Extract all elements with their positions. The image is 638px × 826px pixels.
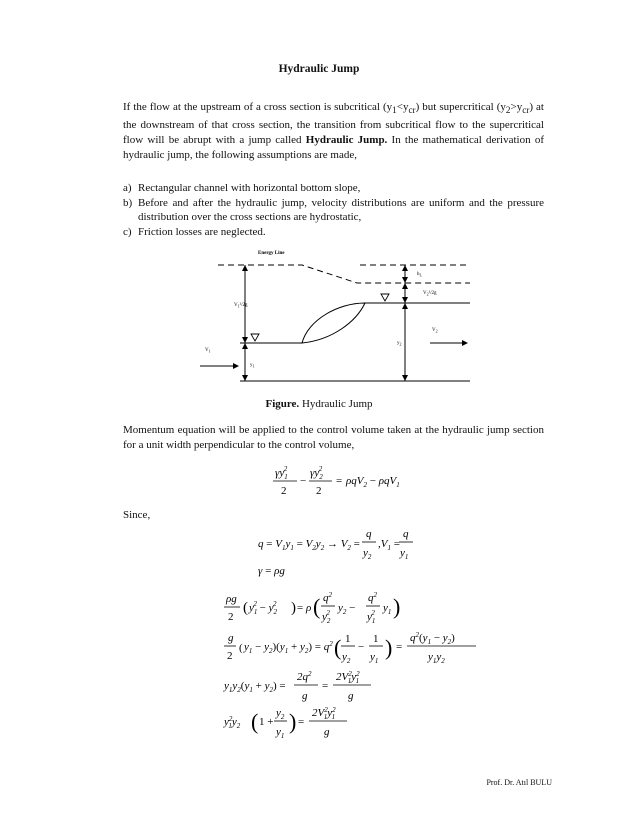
svg-text:2: 2 (228, 611, 234, 623)
svg-text:y1: $y_1$ (400, 547, 409, 561)
svg-text:=: = (396, 641, 403, 653)
svg-text:ρ: ρ (306, 602, 312, 614)
svg-text:y1: $y_1$ (276, 726, 285, 740)
svg-text:y1y2(y1 + y2) =: $y_1y_2(y_1 + y_2)$ = (224, 680, 286, 694)
equation-gamma: γ = ρg (258, 565, 285, 577)
equation-momentum (273, 465, 400, 497)
svg-text:): ) (385, 635, 393, 660)
svg-text:=: = (336, 475, 343, 487)
svg-text:−: − (358, 641, 365, 653)
svg-text:2: 2 (227, 650, 233, 662)
svg-text:=: = (298, 716, 305, 728)
svg-text:y1: $y_1$ (383, 602, 392, 616)
svg-text:q = V1y1 = V2y2 → V2 =: $q = V_1y_1 = V_2y_2 \to V_2$ = (258, 538, 360, 552)
svg-text:q2: $q^2$ (368, 591, 377, 604)
equation-step-4 (223, 706, 347, 740)
svg-text:=: = (322, 680, 329, 692)
svg-text:q2(y1 − y2): $q^2(y_1 - y_2)$ (410, 631, 455, 646)
v1-label: $V_1$ (205, 348, 211, 354)
svg-text:y2: $y_2$ (363, 547, 372, 561)
equation-step-2 (224, 631, 476, 665)
svg-text:−: − (300, 475, 307, 487)
svg-text:ρg: ρg (226, 593, 237, 605)
svg-text:(: ( (313, 594, 321, 619)
svg-text:y21y2: $y^2$ $1y_2$ (224, 715, 241, 730)
svg-text:q2: $q^2$ (323, 591, 332, 604)
v1-head-label: $V_1^2/2g$ (234, 303, 248, 309)
svg-text:,V1 =: $,V_1$ = (378, 538, 400, 552)
svg-text:1: 1 (345, 633, 351, 645)
svg-text:(: ( (334, 635, 342, 660)
svg-text:y1: $y_1$ (370, 651, 379, 665)
svg-text:y2 −: $y_2$ − (338, 602, 356, 616)
head-loss-label: $h_L$ (417, 272, 422, 278)
svg-text:g: g (324, 726, 330, 738)
y2-label: $y_2$ (397, 341, 402, 347)
svg-text:y2: $y_2$ (276, 707, 285, 721)
svg-text:y1y2: $y_1y_2$ (428, 651, 445, 665)
svg-text:g: g (348, 690, 354, 702)
figure-caption: Figure. Hydraulic Jump (265, 398, 373, 410)
svg-text:1: 1 (373, 633, 379, 645)
equation-continuity (258, 528, 413, 561)
energy-line-label: Energy Line (258, 251, 285, 256)
v2-head-label: $V_2^2/2g$ (423, 291, 437, 297)
svg-text:2: 2 (281, 485, 287, 497)
svg-text:y12: $y_12$ (367, 609, 376, 625)
svg-text:): ) (393, 594, 401, 619)
svg-text:ρqV2 − ρqV1: ρqV$_2$ − ρqV$_1$ (346, 475, 400, 489)
svg-text:y22: $y_22$ (322, 609, 331, 625)
svg-text:(: ( (243, 600, 248, 616)
svg-text:y12 − y22: $y_12 - y_22$ (249, 600, 277, 616)
page-title: Hydraulic Jump (278, 63, 360, 75)
list-item: c) Friction losses are neglected. (123, 225, 266, 238)
svg-text:2V21y21: $2V^2$ $1y^2$ 1 (312, 706, 336, 721)
list-item: a) Rectangular channel with horizontal bottom slope, (123, 182, 361, 194)
list-item: b) Before and after the hydraulic jump, velocity distributions are uniform and the pressure distribution over the cross sections are hydrostatic, (123, 196, 544, 223)
svg-text:2q2: $2q^2$ (297, 670, 312, 683)
equation-step-3 (223, 670, 371, 702)
since-label: Since, (123, 509, 151, 521)
page-footer: Prof. Dr. Atıl BULU (486, 778, 552, 787)
svg-text:q: q (403, 528, 409, 540)
intro-paragraph: If the flow at the upstream of a cross section is subcritical $(y_1<y_{cr})$ but supercritical $(y_2>y_{cr})$ at the downstream of that cross section, the transition from subcritical flow to the supercritical flow will be abrupt with a jump called Hydraulic Jump. In the mathematical derivation of hydraulic jump, the following assumptions are made, (123, 101, 544, 162)
svg-text:): ) (291, 600, 296, 616)
svg-text:2: 2 (316, 485, 322, 497)
svg-text:g: g (228, 632, 234, 644)
svg-text:q: q (366, 528, 372, 540)
y1-label: $y_1$ (250, 363, 255, 369)
svg-text:=: = (297, 602, 304, 614)
svg-text:y1 − y2)(y1 + y2) = q2: $y_1 - y_2)(y_1 + y_2) = q^2$ (244, 640, 333, 655)
svg-text:γy12: $\gamma y_12$ (275, 465, 288, 481)
svg-text:g: g (302, 690, 308, 702)
momentum-paragraph: Momentum equation will be applied to the control volume taken at the hydraulic jump section for a unit width perpendicular to the control volume, (123, 424, 544, 451)
svg-text:y2: $y_2$ (342, 651, 351, 665)
svg-text:(: ( (251, 709, 259, 734)
equation-step-1 (224, 591, 400, 625)
svg-text:(: ( (239, 642, 243, 654)
svg-text:2V21y21: $2V^2$ $1y^2$ 1 (336, 670, 360, 685)
v2-label: $V_2$ (432, 328, 438, 334)
svg-text:γy22: $\gamma y_22$ (310, 465, 323, 481)
svg-text:): ) (289, 709, 297, 734)
svg-text:1 +: 1 + (259, 716, 274, 728)
